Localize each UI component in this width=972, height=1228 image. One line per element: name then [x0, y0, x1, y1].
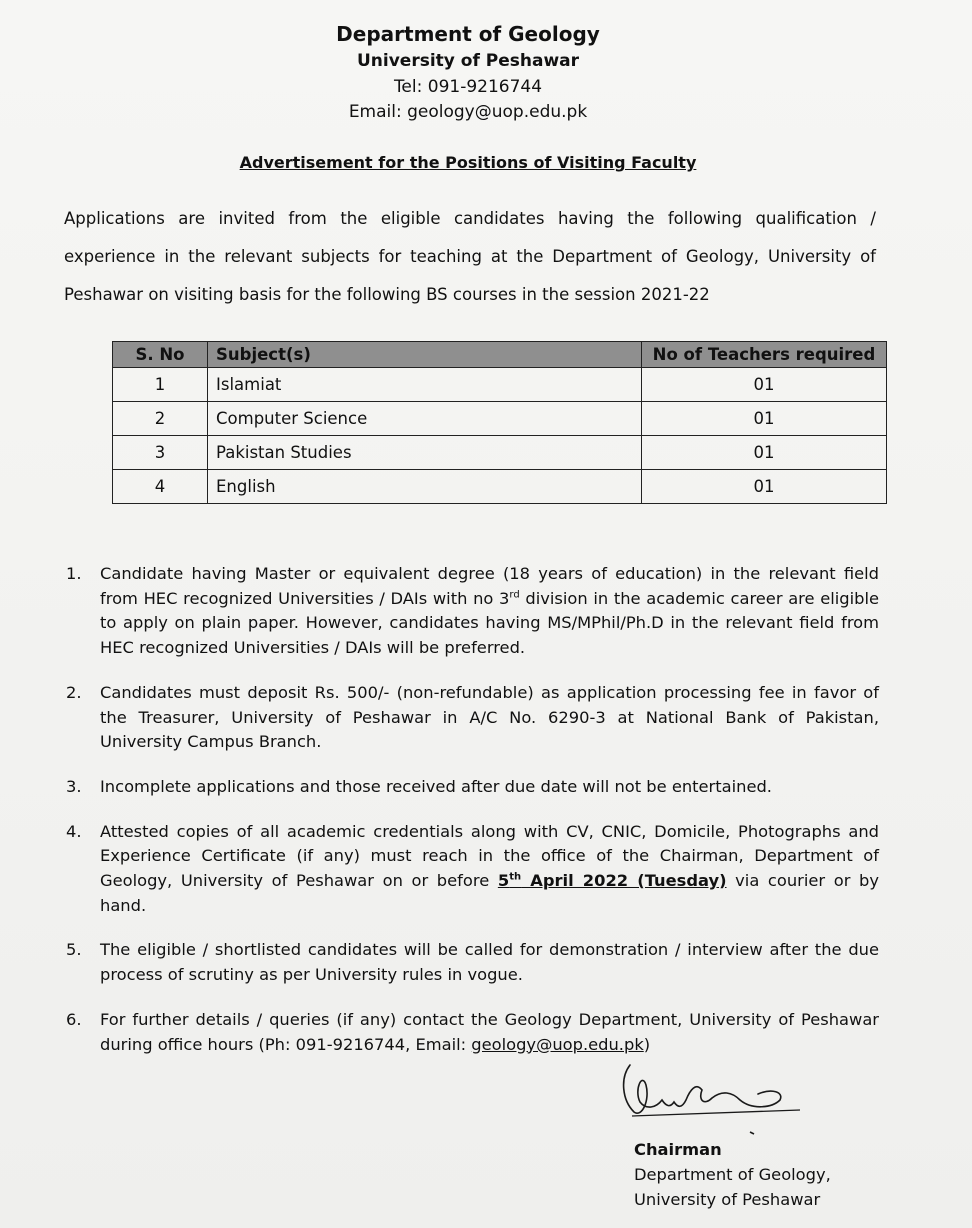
item-text: division in the academic career are eligible to apply on plain paper. However, candidates having MS/MPhil/Ph.D in the relevant field from HEC recognized Universities / DAIs will be preferred. — [100, 588, 879, 658]
item-text: Incomplete applications and those received after due date will not be entertained. — [100, 776, 772, 796]
list-item — [66, 1008, 879, 1057]
item-text: Candidates must deposit Rs. 500/- (non-refundable) as application processing fee in favor of the Treasurer, University of Peshawar in A/C No. 6290-3 at National Bank of Pakistan, University Campus Branch. — [100, 682, 879, 752]
item-number: 6. — [66, 1009, 82, 1029]
list-item — [66, 820, 879, 919]
table-row — [113, 368, 887, 402]
table-row — [113, 470, 887, 504]
university-name: University of Peshawar — [356, 51, 580, 71]
cell-subject: Pakistan Studies — [208, 436, 642, 470]
deadline-date — [498, 871, 727, 890]
cell-sno: 1 — [113, 368, 208, 402]
item-text: For further details / queries (if any) contact the Geology Department, University of Peshawar during office hours (Ph: 091-9216744, Email: — [100, 1009, 879, 1054]
cell-teachers: 01 — [642, 436, 887, 470]
advertisement-title-text: Advertisement for the Positions of Visiting Faculty — [239, 153, 697, 172]
list-item — [66, 562, 879, 661]
contact-email-link[interactable]: geology@uop.edu.pk — [471, 1034, 644, 1054]
advertisement-title — [0, 153, 936, 172]
header-teachers: No of Teachers required — [642, 342, 887, 368]
email: Email: geology@uop.edu.pk — [348, 102, 588, 122]
handwritten-signature — [612, 1060, 802, 1135]
item-number: 5. — [66, 940, 82, 960]
table-row — [113, 402, 887, 436]
cell-subject: Islamiat — [208, 368, 642, 402]
intro-paragraph: Applications are invited from the eligible candidates having the following qualification / experience in the relevant subjects for teaching at the Department of Geology, University of Peshawar on visiting basis for the following BS courses in the session 2021-22 — [64, 209, 876, 304]
cell-subject: English — [208, 470, 642, 504]
deadline-day: 5 — [497, 871, 510, 891]
list-item — [66, 681, 879, 755]
header-subject: Subject(s) — [208, 342, 642, 368]
deadline-rest: April 2022 (Tuesday) — [521, 871, 727, 891]
item-number: 1. — [66, 564, 82, 583]
cell-sno: 3 — [113, 436, 208, 470]
cell-teachers: 01 — [642, 470, 887, 504]
cell-sno: 2 — [113, 402, 208, 436]
item-number: 3. — [66, 776, 82, 796]
header-sno: S. No — [113, 342, 208, 368]
conditions-list — [66, 562, 879, 1077]
signature-block — [634, 1137, 831, 1212]
superscript: rd — [509, 589, 520, 601]
item-number: 4. — [66, 821, 82, 841]
list-item — [66, 938, 879, 987]
superscript: th — [509, 871, 522, 883]
table-header-row — [113, 342, 887, 368]
item-text: The eligible / shortlisted candidates will be called for demonstration / interview after the due process of scrutiny as per University rules in vogue. — [100, 940, 879, 985]
telephone: Tel: 091-9216744 — [393, 77, 543, 97]
signatory-university: University of Peshawar — [634, 1190, 821, 1209]
item-text: via courier or by hand. — [100, 871, 879, 915]
signatory-role: Chairman — [634, 1140, 722, 1159]
list-item — [66, 775, 879, 800]
item-text: Candidate having Master or equivalent degree (18 years of education) in the relevant field from HEC recognized Universities / DAIs with no 3 — [100, 564, 879, 608]
cell-teachers: 01 — [642, 368, 887, 402]
item-text: Attested copies of all academic credentials along with CV, CNIC, Domicile, Photographs and Experience Certificate (if any) must reach in the office of the Chairman, Department of Geology, University of Peshawar on or before — [100, 821, 879, 891]
cell-sno: 4 — [113, 470, 208, 504]
table-row — [113, 436, 887, 470]
department-title: Department of Geology — [336, 22, 600, 46]
subjects-table — [112, 341, 887, 504]
cell-subject: Computer Science — [208, 402, 642, 436]
signatory-department: Department of Geology, — [634, 1165, 831, 1184]
item-number: 2. — [66, 682, 82, 702]
cell-teachers: 01 — [642, 402, 887, 436]
item-text: ) — [643, 1034, 651, 1054]
